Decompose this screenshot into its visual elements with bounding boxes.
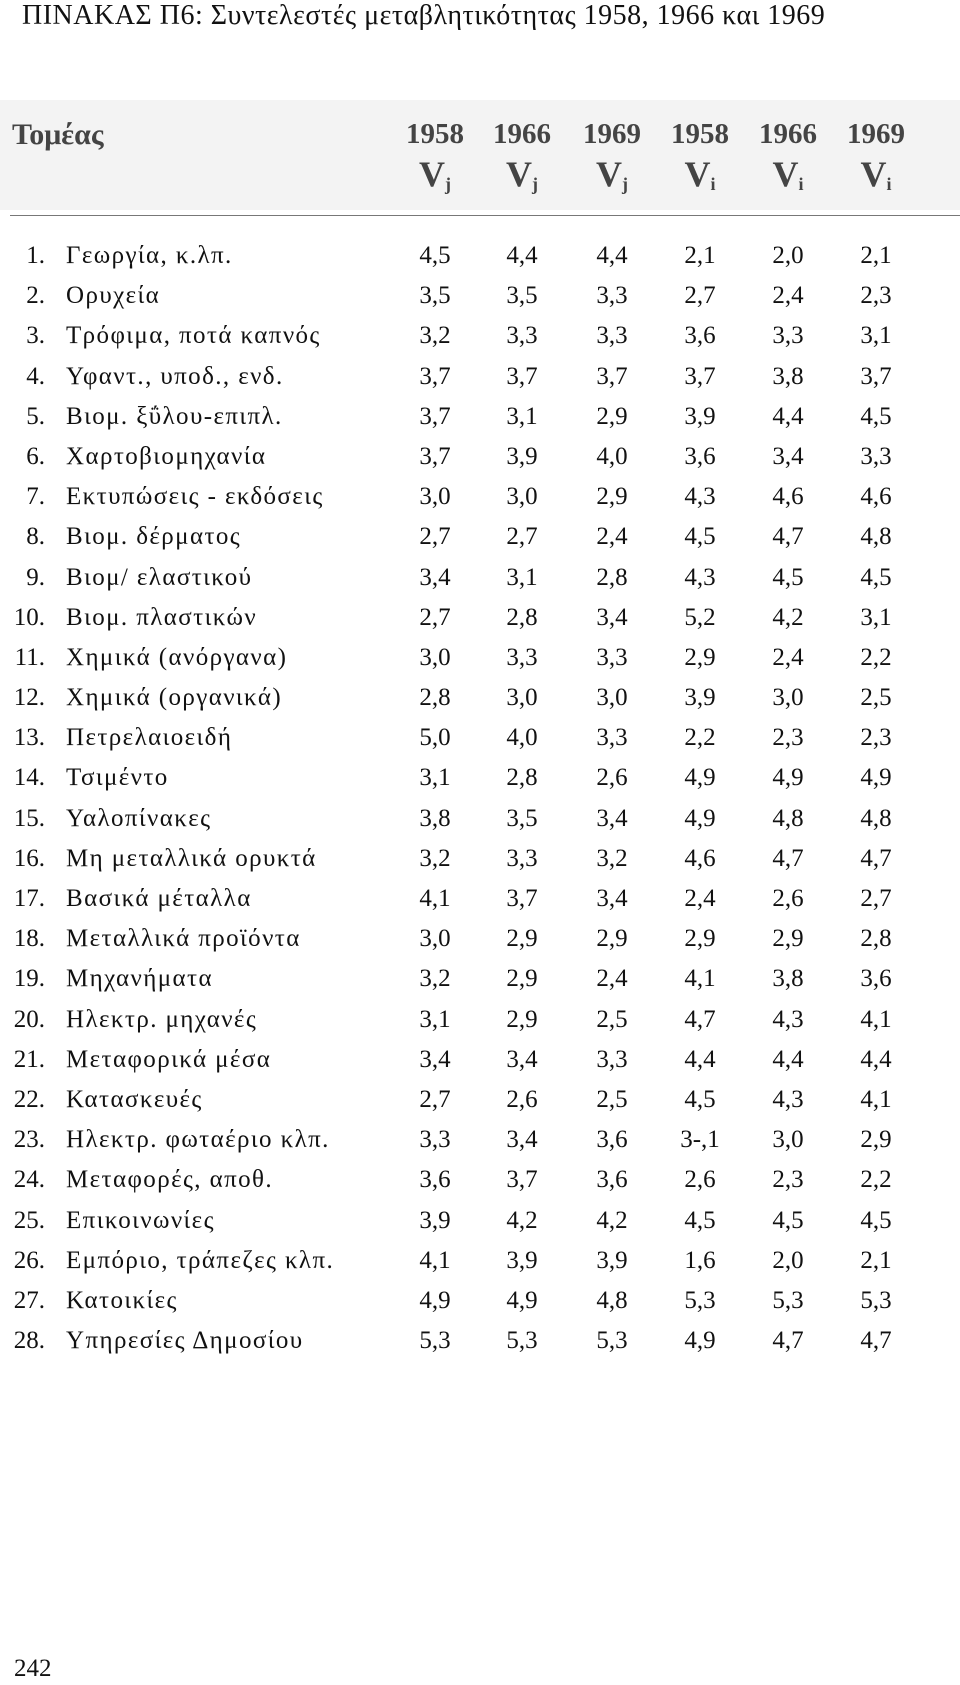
table-cell: 4,1 [860, 1005, 892, 1033]
table-cell: 4,5 [772, 563, 804, 591]
sector-name: Υπηρεσίες Δημοσίου [66, 1327, 304, 1355]
sector-name: Βιομ. πλαστικών [66, 603, 258, 631]
column-header-variable: $V_j$ [419, 154, 451, 194]
table-cell: 3,4 [419, 563, 451, 591]
table-body [0, 238, 960, 1363]
sector-name: Βιομ/ ελαστικού [66, 563, 253, 591]
table-cell: 2,3 [772, 724, 804, 752]
table-cell: 4,7 [860, 1327, 892, 1355]
table-cell: 3,4 [419, 1045, 451, 1073]
table-cell: 4,5 [684, 523, 716, 551]
table-cell: 4,5 [772, 1206, 804, 1234]
table-cell: 2,2 [860, 643, 892, 671]
table-cell: 3,5 [419, 282, 451, 310]
table-cell: 2,2 [860, 1166, 892, 1194]
table-cell: 3,1 [506, 563, 538, 591]
table-cell: 4,9 [772, 764, 804, 792]
table-cell: 3,3 [772, 322, 804, 350]
table-cell: 2,3 [772, 1166, 804, 1194]
table-row [0, 1002, 960, 1042]
row-number: 23. [13, 1126, 45, 1154]
table-cell: 3,7 [684, 362, 716, 390]
table-cell: 2,9 [596, 483, 628, 511]
table-cell: 2,0 [772, 1246, 804, 1274]
table-cell: 2,8 [506, 764, 538, 792]
row-number: 22. [13, 1085, 45, 1113]
table-row [0, 801, 960, 841]
sector-name: Τρόφιμα, ποτά καπνός [66, 322, 321, 350]
table-cell: 2,4 [772, 282, 804, 310]
row-number: 1. [26, 242, 45, 269]
table-cell: 5,3 [772, 1286, 804, 1314]
table-cell: 2,4 [596, 523, 628, 551]
table-cell: 3,3 [506, 322, 538, 350]
table-cell: 2,1 [684, 242, 716, 269]
table-row [0, 1162, 960, 1202]
table-cell: 3,6 [684, 442, 716, 470]
table-cell: 2,7 [506, 523, 538, 551]
table-cell: 3,7 [860, 362, 892, 390]
table-row [0, 881, 960, 921]
table-cell: 4,4 [596, 242, 628, 269]
table-cell: 4,7 [772, 523, 804, 551]
sector-name: Εκτυπώσεις - εκδόσεις [66, 483, 324, 511]
table-row [0, 841, 960, 881]
table-cell: 3,9 [506, 1246, 538, 1274]
table-cell: 2,1 [860, 242, 892, 269]
sector-name: Χημικά (ανόργανα) [66, 643, 288, 671]
table-row [0, 1122, 960, 1162]
row-number: 12. [13, 684, 45, 712]
table-row [0, 1283, 960, 1323]
row-number: 2. [26, 282, 45, 310]
table-cell: 2,7 [684, 282, 716, 310]
table-cell: 2,6 [506, 1085, 538, 1113]
column-header-year: 1958 [671, 118, 729, 150]
table-cell: 2,6 [772, 885, 804, 912]
table-cell: 4,5 [860, 402, 892, 430]
table-cell: 3,9 [684, 684, 716, 712]
column-header-variable: $V_j$ [506, 154, 538, 194]
row-number: 7. [26, 483, 45, 511]
row-number: 20. [13, 1005, 45, 1033]
table-cell: 4,6 [860, 483, 892, 511]
table-row [0, 921, 960, 961]
column-header-year: 1958 [406, 118, 464, 150]
table-cell: 3,5 [506, 804, 538, 832]
table-cell: 3,9 [596, 1246, 628, 1274]
table-cell: 3,0 [772, 684, 804, 712]
table-cell: 4,1 [860, 1085, 892, 1113]
table-cell: 4,5 [860, 1206, 892, 1234]
table-cell: 3,3 [596, 643, 628, 671]
table-cell: 3,6 [684, 322, 716, 350]
sector-name: Βιομ. δέρματος [66, 523, 242, 551]
table-cell: 4,5 [684, 1085, 716, 1113]
table-cell: 5,0 [419, 724, 451, 752]
table-cell: 3,6 [419, 1166, 451, 1194]
table-cell: 3,0 [419, 643, 451, 671]
table-cell: 4,4 [860, 1045, 892, 1073]
table-cell: 4,9 [684, 1327, 716, 1355]
sector-name: Επικοινωνίες [66, 1206, 215, 1234]
row-number: 16. [13, 844, 45, 872]
column-header-year: 1966 [493, 118, 551, 150]
table-cell: 3,3 [506, 844, 538, 872]
table-row [0, 479, 960, 519]
column-header [390, 114, 480, 204]
table-cell: 2,3 [860, 282, 892, 310]
table-cell: 2,7 [419, 523, 451, 551]
table-cell: 2,6 [596, 764, 628, 792]
table-cell: 3,9 [506, 442, 538, 470]
row-number: 27. [13, 1286, 45, 1314]
table-cell: 3,2 [596, 844, 628, 872]
table-row [0, 278, 960, 318]
table-cell: 4,3 [772, 1085, 804, 1113]
row-number: 25. [13, 1206, 45, 1234]
table-cell: 2,4 [596, 965, 628, 993]
table-cell: 4,4 [506, 242, 538, 269]
table-cell: 3,4 [596, 603, 628, 631]
table-cell: 3,9 [684, 402, 716, 430]
sector-name: Βιομ. ξΰλου-επιπλ. [66, 402, 283, 430]
table-row [0, 600, 960, 640]
sector-name: Ηλεκτρ. φωταέριο κλπ. [66, 1126, 330, 1154]
table-cell: 4,1 [419, 885, 451, 912]
table-cell: 2,9 [860, 1126, 892, 1154]
table-cell: 3,8 [772, 965, 804, 993]
table-cell: 4,6 [772, 483, 804, 511]
table-cell: 3,3 [419, 1126, 451, 1154]
table-cell: 4,3 [772, 1005, 804, 1033]
table-cell: 3,2 [419, 965, 451, 993]
row-number: 21. [13, 1045, 45, 1073]
table-cell: 2,5 [596, 1085, 628, 1113]
table-cell: 4,7 [772, 844, 804, 872]
table-cell: 3,8 [419, 804, 451, 832]
sector-column-header: Τομέας [12, 118, 104, 151]
table-cell: 4,4 [772, 1045, 804, 1073]
table-row [0, 760, 960, 800]
table-cell: 4,4 [772, 402, 804, 430]
table-cell: 3,0 [419, 925, 451, 953]
table-cell: 2,8 [506, 603, 538, 631]
table-cell: 2,3 [860, 724, 892, 752]
table-cell: 3,4 [772, 442, 804, 470]
table-cell: 3,4 [596, 804, 628, 832]
table-cell: 3,1 [419, 1005, 451, 1033]
table-cell: 3,0 [506, 483, 538, 511]
sector-name: Χαρτοβιομηχανία [66, 442, 267, 470]
table-row [0, 318, 960, 358]
table-cell: 4,7 [772, 1327, 804, 1355]
table-row [0, 1323, 960, 1363]
table-title: ΠΙΝΑΚΑΣ Π6: Συντελεστές μεταβλητικότητας 1958, 1966 και 1969 [22, 0, 826, 31]
table-cell: 4,5 [860, 563, 892, 591]
table-row [0, 1203, 960, 1243]
table-row [0, 640, 960, 680]
table-cell: 3,0 [596, 684, 628, 712]
table-cell: 4,0 [506, 724, 538, 752]
sector-name: Ηλεκτρ. μηχανές [66, 1005, 258, 1033]
table-cell: 4,2 [772, 603, 804, 631]
table-cell: 3,3 [596, 1045, 628, 1073]
table-cell: 2,8 [860, 925, 892, 953]
row-number: 14. [13, 764, 45, 792]
table-cell: 2,4 [772, 643, 804, 671]
table-cell: 2,5 [860, 684, 892, 712]
table-cell: 3,3 [506, 643, 538, 671]
table-cell: 3,0 [419, 483, 451, 511]
table-cell: 5,3 [684, 1286, 716, 1314]
table-cell: 4,5 [419, 242, 451, 269]
table-cell: 4,9 [684, 804, 716, 832]
table-cell: 4,0 [596, 442, 628, 470]
table-cell: 2,0 [772, 242, 804, 269]
table-cell: 3,0 [772, 1126, 804, 1154]
table-row [0, 399, 960, 439]
table-cell: 4,3 [684, 483, 716, 511]
sector-name: Υαλοπίνακες [66, 804, 212, 832]
table-cell: 2,9 [772, 925, 804, 953]
table-cell: 4,9 [419, 1286, 451, 1314]
table-cell: 3,7 [419, 362, 451, 390]
table-cell: 3,7 [506, 1166, 538, 1194]
table-cell: 3,3 [596, 282, 628, 310]
table-cell: 3,2 [419, 322, 451, 350]
table-cell: 2,4 [684, 885, 716, 912]
table-cell: 4,9 [684, 764, 716, 792]
table-cell: 3,1 [860, 322, 892, 350]
row-number: 17. [13, 885, 45, 912]
table-row [0, 439, 960, 479]
table-cell: 5,3 [506, 1327, 538, 1355]
table-cell: 2,1 [860, 1246, 892, 1274]
row-number: 3. [26, 322, 45, 350]
table-cell: 2,9 [506, 1005, 538, 1033]
column-header-year: 1969 [583, 118, 641, 150]
sector-name: Μηχανήματα [66, 965, 213, 993]
table-cell: 3,4 [506, 1045, 538, 1073]
table-cell: 4,6 [684, 844, 716, 872]
table-row [0, 680, 960, 720]
table-cell: 2,7 [419, 603, 451, 631]
table-cell: 5,3 [860, 1286, 892, 1314]
column-header [655, 114, 745, 204]
table-cell: 2,9 [684, 925, 716, 953]
table-cell: 4,3 [684, 563, 716, 591]
column-header-year: 1966 [759, 118, 817, 150]
table-cell: 4,2 [596, 1206, 628, 1234]
table-cell: 2,8 [596, 563, 628, 591]
table-cell: 2,9 [506, 925, 538, 953]
row-number: 4. [26, 362, 45, 390]
header-rule [10, 215, 960, 216]
row-number: 18. [13, 925, 45, 953]
table-cell: 4,5 [684, 1206, 716, 1234]
row-number: 5. [26, 402, 45, 430]
table-row [0, 560, 960, 600]
table-cell: 3,3 [596, 724, 628, 752]
table-cell: 4,8 [772, 804, 804, 832]
table-cell: 3,3 [860, 442, 892, 470]
table-cell: 3,7 [596, 362, 628, 390]
table-cell: 3-,1 [680, 1126, 720, 1154]
sector-name: Γεωργία, κ.λπ. [66, 242, 233, 269]
sector-name: Πετρελαιοειδή [66, 724, 233, 752]
row-number: 9. [26, 563, 45, 591]
table-cell: 4,8 [596, 1286, 628, 1314]
table-cell: 3,7 [419, 402, 451, 430]
row-number: 13. [13, 724, 45, 752]
sector-name: Κατοικίες [66, 1286, 178, 1314]
table-cell: 3,4 [596, 885, 628, 912]
table-cell: 3,9 [419, 1206, 451, 1234]
table-cell: 2,5 [596, 1005, 628, 1033]
table-cell: 3,1 [860, 603, 892, 631]
table-cell: 4,7 [684, 1005, 716, 1033]
column-header-variable: $V_i$ [772, 154, 804, 194]
table-cell: 3,1 [506, 402, 538, 430]
row-number: 6. [26, 442, 45, 470]
row-number: 11. [14, 643, 45, 671]
table-cell: 2,9 [684, 643, 716, 671]
row-number: 8. [26, 523, 45, 551]
table-cell: 3,6 [596, 1166, 628, 1194]
table-cell: 4,4 [684, 1045, 716, 1073]
column-header-year: 1969 [847, 118, 905, 150]
table-cell: 3,5 [506, 282, 538, 310]
table-cell: 2,9 [506, 965, 538, 993]
row-number: 28. [13, 1327, 45, 1355]
table-cell: 3,0 [506, 684, 538, 712]
sector-name: Τσιμέντο [66, 764, 169, 792]
column-header [743, 114, 833, 204]
row-number: 15. [13, 804, 45, 832]
table-cell: 4,8 [860, 804, 892, 832]
table-cell: 3,7 [506, 362, 538, 390]
table-cell: 3,7 [419, 442, 451, 470]
table-cell: 4,1 [419, 1246, 451, 1274]
row-number: 10. [13, 603, 45, 631]
column-header [831, 114, 921, 204]
table-cell: 3,4 [506, 1126, 538, 1154]
table-row [0, 359, 960, 399]
table-cell: 3,6 [596, 1126, 628, 1154]
sector-name: Μεταφορές, αποθ. [66, 1166, 274, 1194]
table-cell: 1,6 [684, 1246, 716, 1274]
column-header-variable: $V_i$ [684, 154, 716, 194]
sector-name: Χημικά (οργανικά) [66, 684, 283, 712]
sector-name: Μεταλλικά προϊόντα [66, 925, 301, 953]
table-cell: 5,3 [596, 1327, 628, 1355]
table-cell: 2,7 [860, 885, 892, 912]
sector-name: Κατασκευές [66, 1085, 203, 1113]
table-cell: 2,8 [419, 684, 451, 712]
table-cell: 3,2 [419, 844, 451, 872]
row-number: 24. [13, 1166, 45, 1194]
table-row [0, 1243, 960, 1283]
table-cell: 4,9 [506, 1286, 538, 1314]
sector-name: Βασικά μέταλλα [66, 885, 252, 912]
table-cell: 4,1 [684, 965, 716, 993]
sector-name: Ορυχεία [66, 282, 161, 310]
table-row [0, 1042, 960, 1082]
table-cell: 2,7 [419, 1085, 451, 1113]
row-number: 26. [13, 1246, 45, 1274]
sector-name: Εμπόριο, τράπεζες κλπ. [66, 1246, 335, 1274]
table-cell: 2,9 [596, 402, 628, 430]
sector-name: Μεταφορικά μέσα [66, 1045, 272, 1073]
table-cell: 4,8 [860, 523, 892, 551]
table-cell: 3,7 [506, 885, 538, 912]
table-cell: 2,6 [684, 1166, 716, 1194]
sector-name: Υφαντ., υποδ., ενδ. [66, 362, 284, 390]
table-cell: 4,9 [860, 764, 892, 792]
column-header-variable: $V_i$ [860, 154, 892, 194]
column-header [567, 114, 657, 204]
table-row [0, 238, 960, 278]
table-row [0, 720, 960, 760]
column-header-variable: $V_j$ [596, 154, 628, 194]
table-cell: 3,1 [419, 764, 451, 792]
table-row [0, 519, 960, 559]
table-cell: 4,2 [506, 1206, 538, 1234]
table-cell: 2,9 [596, 925, 628, 953]
column-header [477, 114, 567, 204]
table-cell: 2,2 [684, 724, 716, 752]
row-number: 19. [13, 965, 45, 993]
table-row [0, 1082, 960, 1122]
page-number: 242 [14, 1655, 52, 1682]
table-cell: 4,7 [860, 844, 892, 872]
table-cell: 3,6 [860, 965, 892, 993]
sector-name: Μη μεταλλικά ορυκτά [66, 844, 317, 872]
table-row [0, 961, 960, 1001]
table-cell: 5,2 [684, 603, 716, 631]
table-cell: 3,3 [596, 322, 628, 350]
table-cell: 5,3 [419, 1327, 451, 1355]
table-cell: 3,8 [772, 362, 804, 390]
